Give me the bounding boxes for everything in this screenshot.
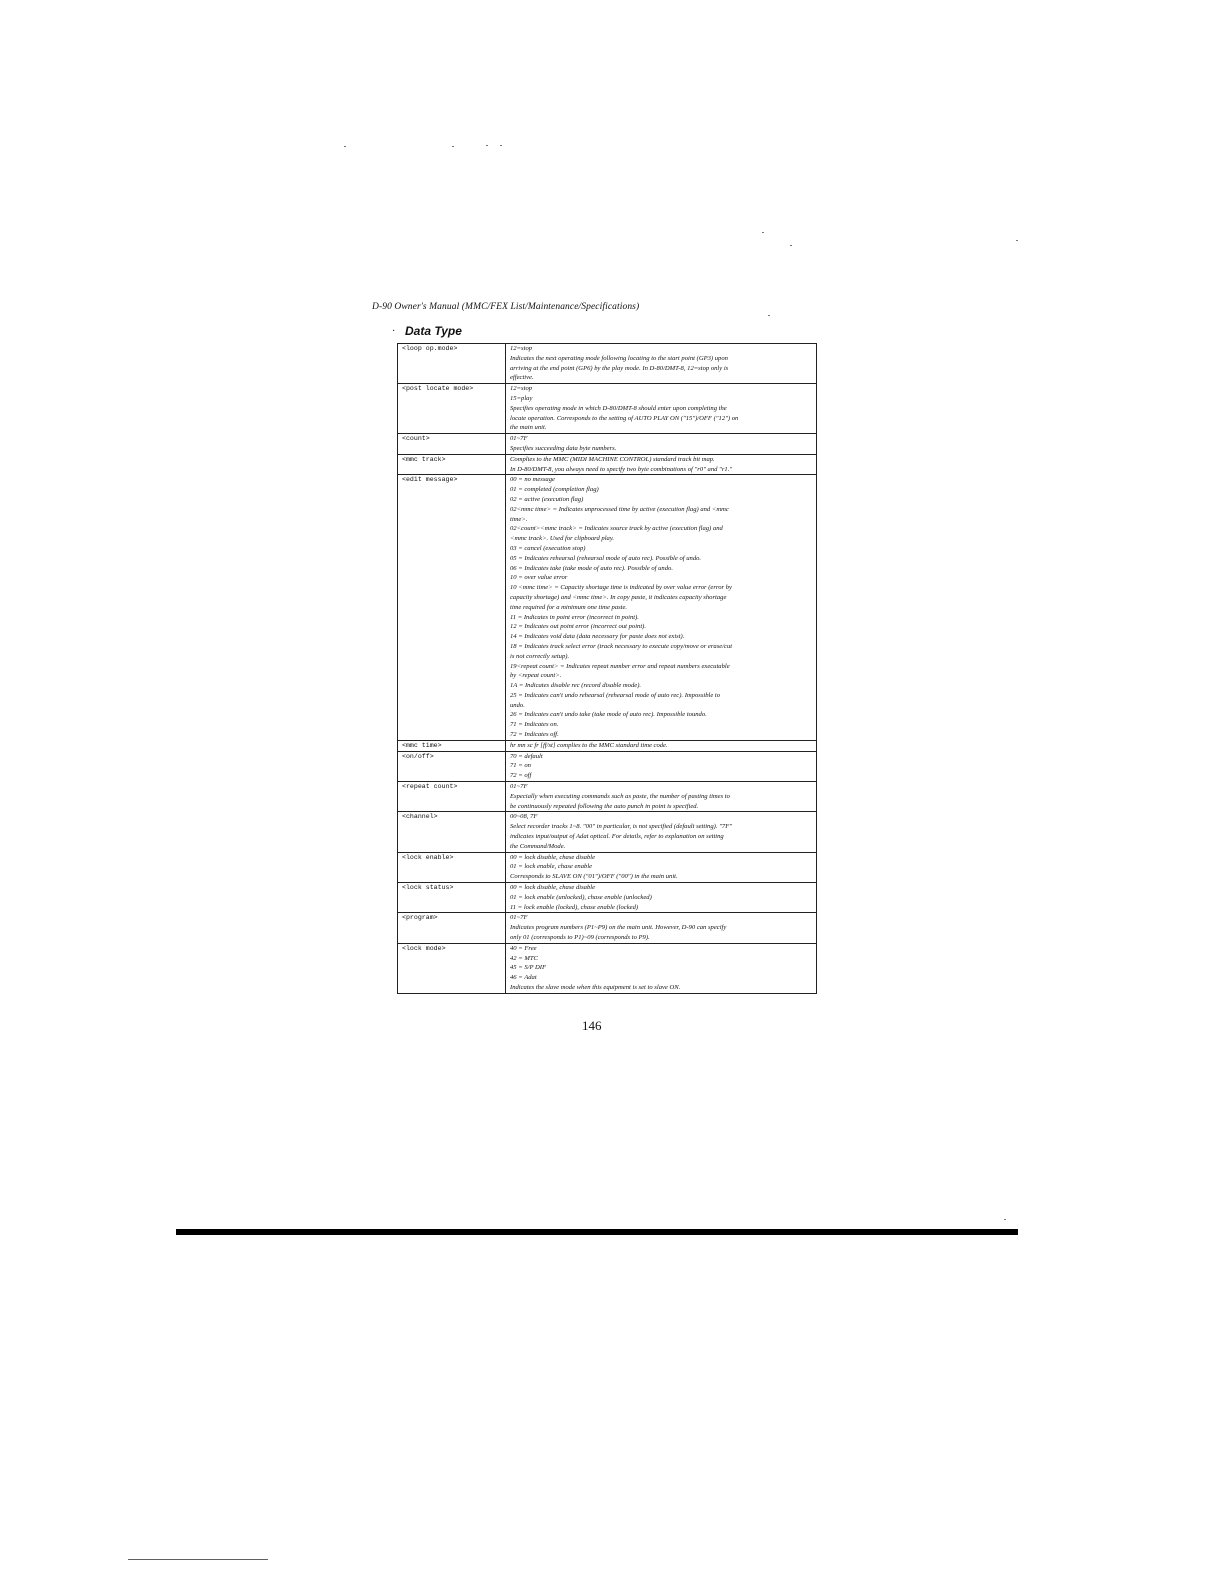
description-line: Specifies succeeding data byte numbers. — [510, 444, 617, 452]
param-description — [506, 740, 817, 751]
param-name: <count> — [398, 434, 506, 455]
bottom-link-rule — [128, 1559, 268, 1560]
scan-speck — [768, 315, 770, 316]
footer-rule — [176, 1229, 1018, 1235]
description-line: is not correctly setup). — [510, 652, 570, 660]
description-line: 02 = active (execution flag) — [510, 495, 584, 503]
page-number: 146 — [582, 1018, 602, 1033]
description-line: 01~7F — [510, 914, 528, 922]
description-line: hr mn sc fr [ff/st] complies to the MMC standard time code. — [510, 741, 668, 749]
description-line: 70 = default — [510, 752, 543, 760]
description-line: 1A = Indicates disable rec (record disable mode). — [510, 682, 642, 690]
description-line: 02<count><mmc track> = Indicates source track by active (execution flag) and — [510, 525, 723, 533]
scan-speck — [1016, 240, 1018, 241]
param-description — [506, 943, 817, 993]
description-line: 01 = completed (completion flag) — [510, 486, 599, 494]
description-line: 26 = Indicates can't undo take (take mode of auto rec). Impossible toundo. — [510, 711, 707, 719]
description-line: 00~08, 7F — [510, 813, 538, 821]
scan-speck — [452, 146, 454, 147]
table-row — [398, 751, 817, 781]
description-line: 40 = Free — [510, 944, 537, 952]
description-line: Specifies operating mode in which D-80/DMT-8 should enter upon completing the — [510, 404, 727, 412]
param-description — [506, 883, 817, 913]
description-line: Indicates the next operating mode following locating to the start point (GP3) upon — [510, 354, 728, 362]
description-line: Indicates the slave mode when this equipment is set to slave ON. — [510, 984, 681, 991]
table-row — [398, 475, 817, 741]
table-row — [398, 782, 817, 812]
description-line: 72 = Indicates off. — [510, 731, 559, 739]
description-line: 46 = Adat — [510, 974, 537, 982]
scan-speck — [500, 145, 502, 146]
description-line: the main unit. — [510, 424, 547, 432]
description-line: by <repeat count>. — [510, 672, 562, 680]
data-type-table-body — [398, 344, 817, 994]
param-name: <lock status> — [398, 883, 506, 913]
param-name: <on/off> — [398, 751, 506, 781]
table-row — [398, 913, 817, 943]
param-description — [506, 384, 817, 434]
param-description — [506, 751, 817, 781]
param-description — [506, 812, 817, 852]
param-name: <lock enable> — [398, 852, 506, 882]
description-line: 11 = lock enable (locked), chase enable (locked) — [510, 903, 639, 911]
param-description — [506, 913, 817, 943]
data-type-table — [397, 343, 817, 994]
description-line: 15=play — [510, 394, 533, 402]
description-line: effective. — [510, 374, 534, 382]
description-line: 00 = lock disable, chase disable — [510, 853, 596, 861]
description-line: 14 = Indicates void data (data necessary for paste does not exist). — [510, 633, 685, 641]
description-line: capacity shortage) and <mmc time>. In copy paste, it indicates capacity shortage — [510, 593, 727, 601]
scan-speck — [486, 145, 488, 146]
description-line: 01~7F — [510, 783, 528, 791]
running-header: D-90 Owner's Manual (MMC/FEX List/Maintenance/Specifications) — [372, 302, 640, 312]
scan-speck — [762, 232, 764, 233]
description-line: 00 = lock disable, chase disable — [510, 884, 596, 892]
table-row — [398, 740, 817, 751]
description-line: 25 = Indicates can't undo rehearsal (rehearsal mode of auto rec). Impossible to — [510, 691, 721, 699]
table-row — [398, 883, 817, 913]
param-description — [506, 475, 817, 741]
scan-speck — [344, 146, 346, 147]
description-line: 12=stop — [510, 385, 533, 393]
description-line: 12 = Indicates out point error (incorrect out point). — [510, 623, 647, 631]
description-line: 10 = over value error — [510, 574, 568, 582]
param-name: <lock mode> — [398, 943, 506, 993]
description-line: Complies to the MMC (MIDI MACHINE CONTROL) standard track bit map. — [510, 455, 715, 463]
param-description — [506, 454, 817, 475]
description-line: Especially when executing commands such as paste, the number of pasting times to — [510, 792, 730, 800]
description-line: only 01 (corresponds to P1)~09 (corresponds to P9). — [510, 934, 650, 942]
description-line: 72 = off — [510, 772, 532, 780]
description-line: arriving at the end point (GP6) by the play mode. In D-80/DMT-8, 12=stop only is — [510, 364, 729, 372]
description-line: 11 = Indicates in point error (incorrect in point). — [510, 613, 639, 621]
description-line: time required for a minimum one time paste. — [510, 603, 628, 611]
table-row — [398, 852, 817, 882]
description-line: 02<mmc time> = Indicates unprocessed time by active (execution flag) and <mmc — [510, 505, 729, 513]
description-line: Select recorder tracks 1~8. "00" in particular, is not specified (default setting). "7F" — [510, 823, 733, 831]
description-line: indicates input/output of Adat optical. For details, refer to explanation on setting — [510, 833, 724, 841]
description-line: 12=stop — [510, 345, 533, 352]
description-line: 71 = on — [510, 762, 531, 770]
param-name: <mmc time> — [398, 740, 506, 751]
description-line: <mmc track>. Used for clipboard play. — [510, 535, 615, 543]
scan-speck — [790, 245, 792, 246]
description-line: 18 = Indicates track select error (track necessary to execute copy/move or erase/cut — [510, 642, 733, 650]
param-name: <post locate mode> — [398, 384, 506, 434]
description-line: 01 = lock enable, chase enable — [510, 863, 593, 871]
description-line: time>. — [510, 515, 528, 523]
section-bullet: · — [392, 326, 396, 337]
param-name: <channel> — [398, 812, 506, 852]
description-line: 10 <mmc time> = Capacity shortage time is indicated by over value error (error by — [510, 584, 732, 592]
description-line: 05 = Indicates rehearsal (rehearsal mode of auto rec). Possible of undo. — [510, 554, 702, 562]
param-name: <edit message> — [398, 475, 506, 741]
description-line: 71 = Indicates on. — [510, 721, 559, 729]
table-row — [398, 812, 817, 852]
section-title: Data Type — [405, 324, 462, 338]
description-line: the Command/Mode. — [510, 842, 566, 850]
table-row — [398, 434, 817, 455]
description-line: Corresponds to SLAVE ON ("01")/OFF ("00") in the main unit. — [510, 873, 678, 881]
description-line: 01~7F — [510, 435, 528, 443]
table-row — [398, 943, 817, 993]
table-row — [398, 454, 817, 475]
description-line: 42 = MTC — [510, 954, 538, 962]
description-line: 45 = S/P DIF — [510, 964, 547, 972]
table-row — [398, 344, 817, 384]
description-line: undo. — [510, 701, 525, 709]
param-description — [506, 852, 817, 882]
description-line: Indicates program numbers (P1~P9) on the main unit. However, D-90 can specify — [510, 924, 727, 932]
description-line: In D-80/DMT-8, you always need to specify two byte combinations of "r0" and "r1." — [510, 465, 733, 473]
param-description — [506, 344, 817, 384]
scan-speck — [1004, 1219, 1006, 1220]
description-line: 01 = lock enable (unlocked), chase enable (unlocked) — [510, 893, 652, 901]
description-line: 03 = cancel (execution stop) — [510, 544, 586, 552]
param-name: <mmc track> — [398, 454, 506, 475]
table-row — [398, 384, 817, 434]
description-line: 00 = no message — [510, 476, 555, 484]
param-description — [506, 434, 817, 455]
param-description — [506, 782, 817, 812]
param-name: <program> — [398, 913, 506, 943]
description-line: be continuously repeated following the auto punch in point is specified. — [510, 802, 699, 810]
description-line: 06 = Indicates take (take mode of auto rec). Possible of undo. — [510, 564, 673, 572]
description-line: 19<repeat count> = Indicates repeat number error and repeat numbers executable — [510, 662, 730, 670]
param-name: <loop op.mode> — [398, 344, 506, 384]
param-name: <repeat count> — [398, 782, 506, 812]
description-line: locate operation. Corresponds to the setting of AUTO PLAY ON ("15")/OFF ("12") on — [510, 414, 739, 422]
